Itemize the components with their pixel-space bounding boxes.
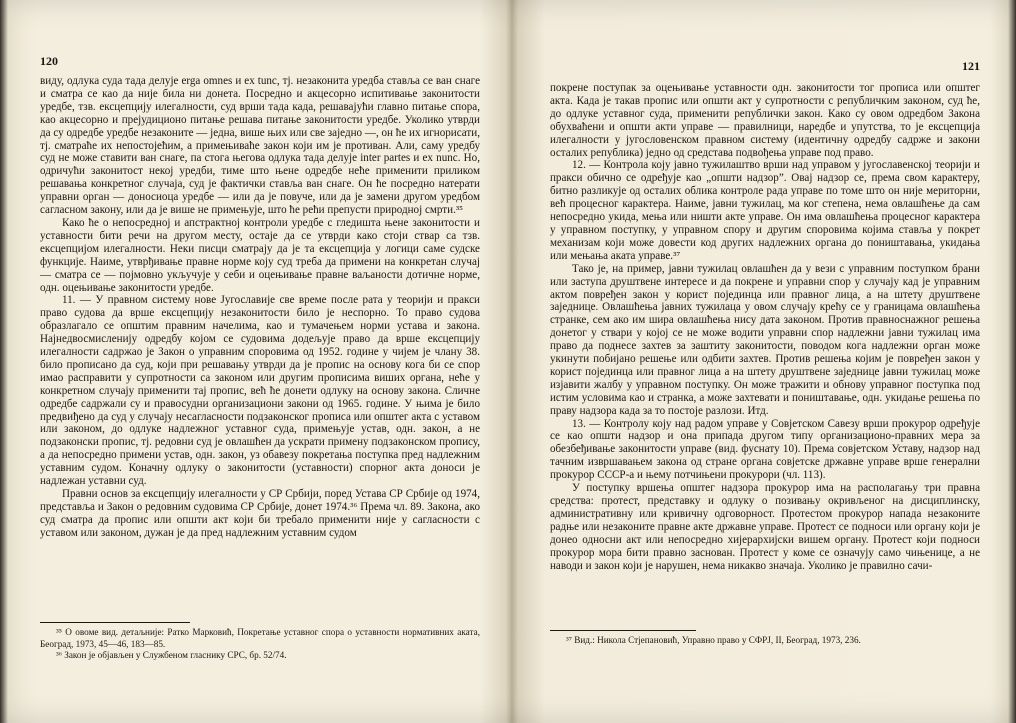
paragraph: покрене поступак за оцењивање уставности одн. законитости тог прописа или општег акта. Када је такав пропис или општи акт у супротности с републичким законом, суд ће, до одлуке уставног суда, применити републички закон. Како су овом одредбом Закона обухваћени и општи акти управе — правилници, наредбе и упутства, то је ексцепција илегалности у југословенском правном систему (идентичну одредбу садрже и закони осталих република) једно од средстава подвођења управе под право. (550, 82, 980, 159)
right-page (550, 0, 980, 723)
footnote: ³⁷ Вид.: Никола Стјепановић, Управно право у СФРЈ, II, Београд, 1973, 236. (566, 635, 861, 645)
footnote: ³⁵ О овоме вид. детаљније: Ратко Марковић, Покретање уставног спора о уставности нормативних аката, Београд, 1973, 45—46, 183—85. (40, 627, 480, 649)
paragraph: виду, одлука суда тада делује erga omnes и ex tunc, тј. незаконита уредба ставља се ван снаге и сматра се као да није била ни донета. Посредно и акцесорно испитивање законитости уредбе, тзв. ексцепцију илегалности, суд врши тада када, решавајући главно питање спора, као акцесорно и прејудиционо питање решава питање законитости уредбе. Уколико утврди да су одредбе уредбе незаконите — једна, више њих или све заједно —, он ће их игнорисати, тј. сматраће их непостојећим, а примењиваће закон који им је противан. Али, саму уредбу суд не може ставити ван снаге, па стога његова одлука тада делује inter partes и ex nunc. Но, одричући законитост некој уредби, тиме што њене одредбе неће применити приликом решавања конкретног случаја, суд је фактички ставља ван снаге. Он ће посредно натерати управни орган — доносиоца уредбе — или да је повуче, или да је замени другом уредбом сагласном закону, или да је више не примењује, што ће рећи препусти природној смрти.³⁵ (40, 75, 480, 217)
paragraph: 13. — Контролу коју над радом управе у Совјетском Савезу врши прокурор одређује се као општи надзор и она припада другом типу организационо-правних мера за обезбеђивање законитости управе (вид. фуснату 10). Према совјетском Уставу, надзор над тачним извршавањем закона од стране органа совјетске државне управе врше генерални прокурор СССР-а и њему потчињени прокурори (чл. 113). (550, 417, 980, 482)
footnotes (40, 622, 480, 662)
footnote-rule (40, 622, 190, 623)
footnotes (550, 630, 980, 647)
body-text (550, 82, 980, 572)
footnote-rule (550, 630, 696, 631)
body-text (40, 75, 480, 540)
paragraph: 11. — У правном систему нове Југославије све време после рата у теорији и пракси право судова да врше ексцепцију незаконитости било је неспорно. То право судова образлагало се општим правним начелима, као и тумачењем норми устава и закона. Најнедвосмисленију одредбу којом се судовима додељује право да врше ексцепцију илегалности садржао је Закон о управним споровима од 1952. године у чијем је члану 38. било прописано да суд, који при решавању утврди да је пропис на основу кога би се спор имао расправити у супротности са законом или другим прописима виших органа, неће у конкретном случају применити тај пропис, већ ће донети одлуку на основу закона. Сличне одредбе садржали су и правосудни организациони закони од 1965. године. У њима је било предвиђено да суд у случају несагласности подзаконског прописа или општег акта с уставом или законом, до одлуке надлежног уставног суда, примењује устав, одн. закон, а не подзаконски пропис, тј. редовни суд је овлашћен да ускрати примену подзаконском пропису, а да непосредно примени устав, одн. закон, уз обавезу покретања поступка пред надлежним уставним судом. Коначну одлуку о законитости (уставности) спорног акта доноси је надлежан уставни суд. (40, 294, 480, 488)
paragraph: Правни основ за ексцепцију илегалности у СР Србији, поред Устава СР Србије од 1974, представља и Закон о редовним судовима СР Србије, донет 1974.³⁶ Према чл. 89. Закона, ако суд сматра да пропис или општи акт који би требало применити није у сагласности с уставом или законом, дужан је да пред надлежним уставним судом (40, 488, 480, 539)
page-number: 120 (40, 54, 58, 68)
paragraph: У поступку вршења општег надзора прокурор има на располагању три правна средства: протест, представку и одлуку о позивању окривљеног на дисциплинску, административну или кривичну одговорност. Протестом прокурор напада незаконите радње или незаконите правне акте државне управе. Протест се подноси или органу који је донео односни акт или непосредно хијерархијски вишем органу. Протест који подноси прокурор мора бити правно заснован. Протест у коме се означују само чињенице, а не наводи и закон који је нарушен, нема никакво значаја. Уколико је правилно сачи- (550, 482, 980, 572)
paragraph: 12. — Контрола коју јавно тужилаштво врши над управом у југославенској теорији и пракси обично се одређује као „општи надзор”. Овај надзор се, према свом карактеру, битно разликује од осталих облика контроле рада управе по томе што он није мериторни, већ процесног карактера. Наиме, јавни тужилац, ма ког степена, нема овлашћење да сам непосредно укида, мења или ништи акте управе. Он има овлашћења процесног карактера у управном поступку, у управном спору и другим споровима којима ставља у покрет механизам који може довести код других надлежних органа до поништавања, укидања или мењања аката управе.³⁷ (550, 159, 980, 262)
paragraph: Тако је, на пример, јавни тужилац овлашћен да у вези с управним поступком брани или заступа друштвене интересе и да покрене и управни спор у случају кад је управним актом повређен закон у корист појединца или правног лица, а на штету друштвене заједнице. Овлашћења јавних тужилаца у овом случају крећу се у границама овлашћења странке, сем ако им шира овлашћења нису дата законом. Против правноснажног решења донетог у ствари у којој се не може водити управни спор надлежни јавни тужилац има право да поднесе захтев за заштиту законитости, поводом кога надлежни орган може укинути побијано решење или одбити захтев. Против решења којим је повређен закон у корист појединца или правног лица а на штету друштвене заједнице јавни тужилац може изјавити жалбу у управном поступку. Он може тражити и обнову управног поступка под истим условима као и странка, а може захтевати и поништавање, одн. укидање решења по праву надзора када за то постоје разлози. Итд. (550, 262, 980, 417)
page-number: 121 (962, 59, 980, 73)
left-page (40, 0, 480, 723)
paragraph: Како ће о непосредној и апстрактној контроли уредбе с гледишта њене законитости и уставности бити речи на другом месту, остаје да се утврди како стоји ствар са тзв. ексцепцијом илегалности. Неки писци сматрају да је та ексцепција у логици саме судске функције. Наиме, утврђивање правне норме коју суд треба да примени на конкретан случај — сматра се — појмовно укључује у себи и оцењивање правне ваљаности дотичне норме, одн. оцењивање законитости уредбе. (40, 216, 480, 294)
footnote: ³⁶ Закон је објављен у Службеном гласнику СРС, бр. 52/74. (56, 650, 287, 660)
